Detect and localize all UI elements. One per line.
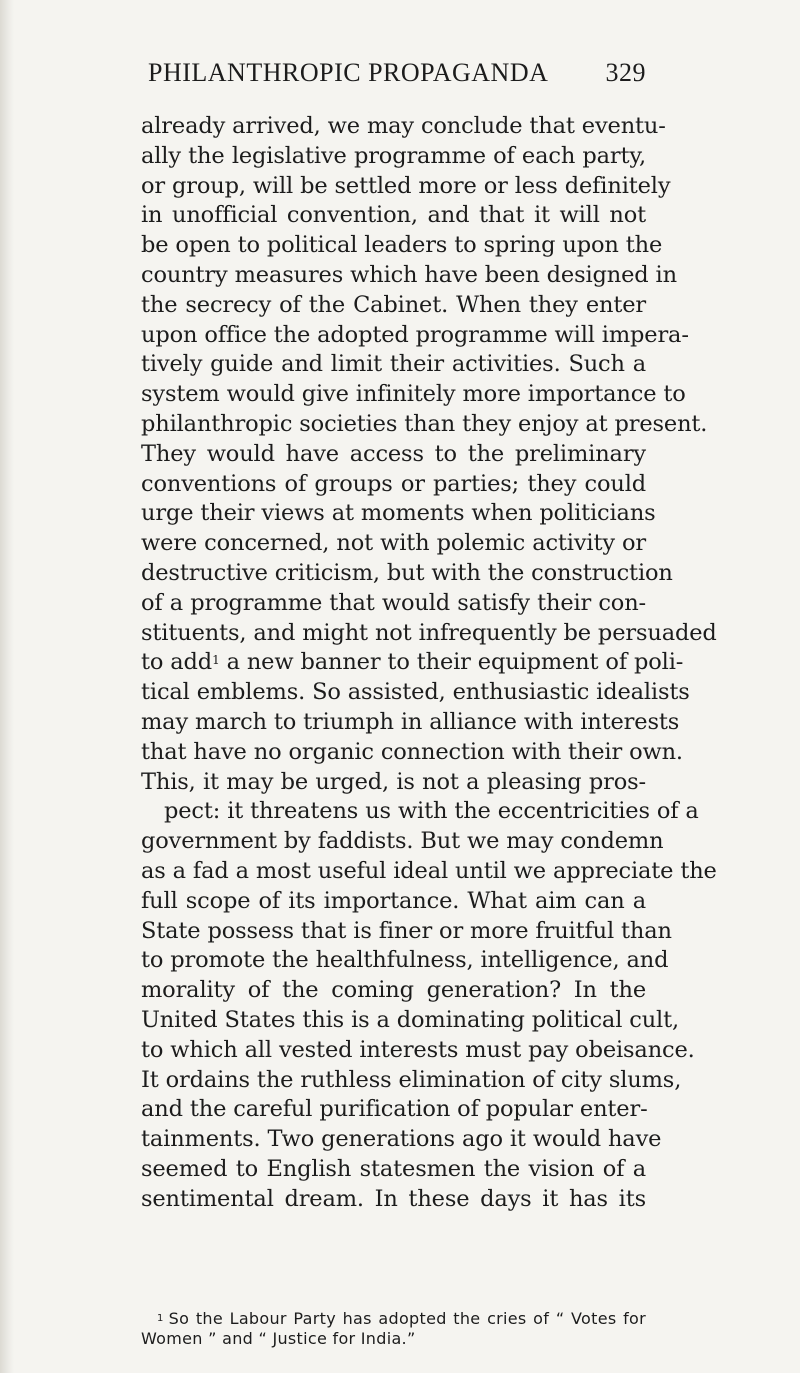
page-header (148, 58, 646, 98)
footnote-mark: 1 (157, 1313, 164, 1324)
text-line: sentimental dream. In these days it has its (141, 1185, 646, 1212)
text-line: seemed to English statesmen the vision of a (141, 1155, 646, 1182)
body-text (141, 112, 717, 1214)
text-line: in unofficial convention, and that it will not (141, 202, 646, 229)
text-line: full scope of its importance. What aim can a (141, 887, 646, 914)
text-line: urge their views at moments when politicians (141, 500, 656, 527)
running-title: PHILANTHROPIC PROPAGANDA (148, 58, 549, 87)
footnote (141, 1309, 646, 1349)
text-line: country measures which have been designed in (141, 261, 677, 288)
text-line: morality of the coming generation? In the (141, 977, 646, 1004)
text-line: ally the legislative programme of each party, (141, 142, 646, 169)
page-edge-shadow (0, 0, 14, 1373)
text-line: or group, will be settled more or less definitely (141, 172, 671, 199)
text-fragment: a new banner to their equipment of poli- (226, 649, 684, 676)
text-line-with-footnote-ref (141, 648, 684, 678)
text-line: tical emblems. So assisted, enthusiastic idealists (141, 679, 690, 706)
text-line: State possess that is finer or more fruitful than (141, 917, 672, 944)
text-line: to which all vested interests must pay obeisance. (141, 1036, 695, 1063)
text-line: This, it may be urged, is not a pleasing pros- (141, 768, 646, 795)
text-line: United States this is a dominating political cult, (141, 1006, 679, 1033)
text-line: It ordains the ruthless elimination of city slums, (141, 1066, 682, 1093)
text-line: stituents, and might not infrequently be persuaded (141, 619, 717, 646)
text-line: system would give infinitely more importance to (141, 381, 686, 408)
footnote-line: Women ” and “ Justice for India.” (141, 1329, 416, 1348)
text-line: They would have access to the preliminary (141, 440, 646, 467)
text-line: that have no organic connection with their own. (141, 738, 683, 765)
text-line: philanthropic societies than they enjoy at present. (141, 410, 708, 437)
footnote-reference: 1 (212, 653, 220, 668)
text-line: government by faddists. But we may condemn (141, 828, 664, 855)
text-line: and the careful purification of popular enter- (141, 1096, 648, 1123)
text-line: to promote the healthfulness, intelligence, and (141, 947, 669, 974)
text-line: destructive criticism, but with the construction (141, 559, 673, 586)
text-line: be open to political leaders to spring upon the (141, 232, 663, 259)
footnote-line (141, 1309, 646, 1329)
text-line: upon office the adopted programme will impera- (141, 321, 689, 348)
footnote-text: So the Labour Party has adopted the cries of “ Votes for (168, 1309, 646, 1328)
text-line: as a fad a most useful ideal until we appreciate the (141, 857, 717, 884)
text-line: tainments. Two generations ago it would have (141, 1126, 662, 1153)
text-line: of a programme that would satisfy their con- (141, 589, 646, 616)
text-line: may march to triumph in alliance with interests (141, 708, 680, 735)
text-line: pect: it threatens us with the eccentricities of a (164, 798, 699, 825)
text-line: were concerned, not with polemic activity or (141, 530, 646, 557)
text-fragment: to add (141, 649, 213, 676)
page-number: 329 (605, 58, 646, 87)
text-line: the secrecy of the Cabinet. When they enter (141, 291, 646, 318)
text-line: already arrived, we may conclude that eventu- (141, 113, 666, 139)
text-line: tively guide and limit their activities. Such a (141, 351, 646, 378)
text-line: conventions of groups or parties; they could (141, 470, 646, 497)
